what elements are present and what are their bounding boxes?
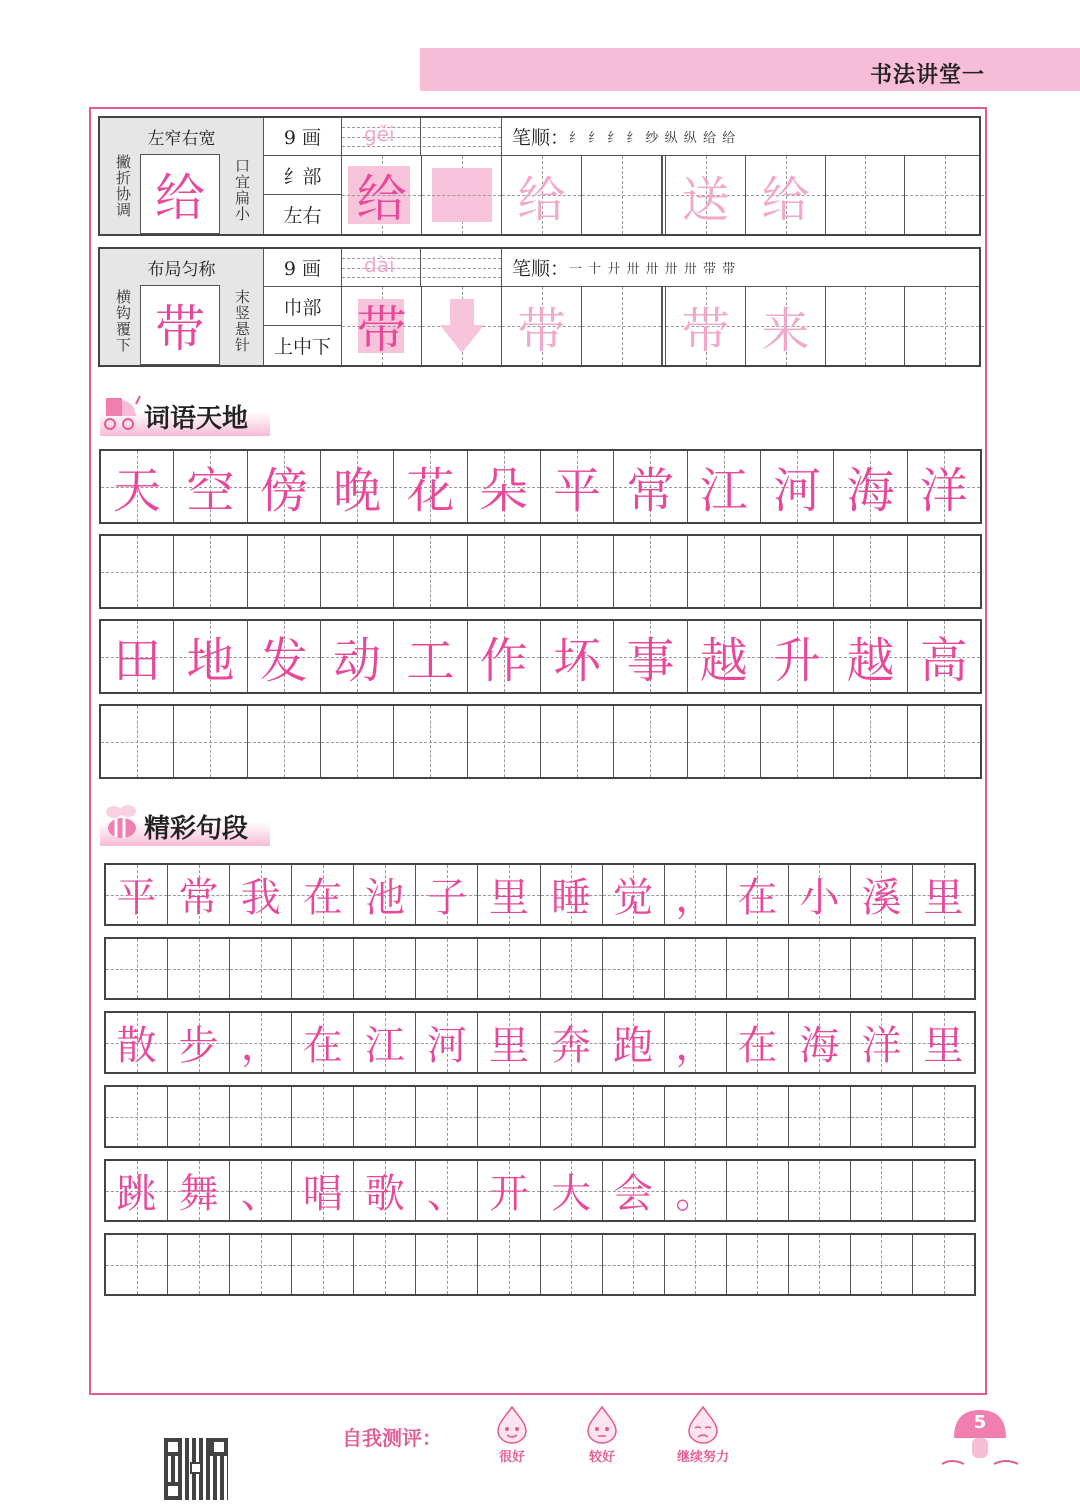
practice-cell[interactable] <box>665 1087 727 1146</box>
grid-char: 跑 <box>613 1023 654 1069</box>
stroke-order-label: 笔顺： <box>512 127 570 149</box>
char-cell[interactable] <box>908 621 980 692</box>
practice-cell[interactable] <box>541 1235 603 1294</box>
words-practice-row-2 <box>99 704 982 779</box>
char-cell[interactable] <box>541 865 603 924</box>
stroke-order <box>502 118 979 156</box>
char-cell[interactable] <box>727 1013 789 1072</box>
char-cell[interactable] <box>468 451 541 522</box>
char-cell[interactable] <box>688 451 761 522</box>
practice-cell[interactable] <box>354 1235 416 1294</box>
grid-char: 、 <box>240 1171 281 1217</box>
rating-label: 较好 <box>588 1450 615 1465</box>
layout-hint: 布局匀称 <box>147 260 216 280</box>
page-number: 5 <box>973 1412 987 1433</box>
char-cell[interactable] <box>614 621 687 692</box>
char-block-1 <box>98 116 981 236</box>
grid-char: 开 <box>489 1171 529 1217</box>
char-cell[interactable] <box>851 865 913 924</box>
stroke-order-sequence: 纟 纟 纟 纟 纱 纵 纵 给 给 <box>569 131 737 146</box>
practice-cell[interactable] <box>101 536 174 607</box>
practice-cell[interactable] <box>248 706 321 777</box>
practice-cell[interactable] <box>168 1087 230 1146</box>
words-section-header <box>100 392 270 436</box>
grid-char: 子 <box>426 875 467 921</box>
practice-cell[interactable] <box>394 706 467 777</box>
char-cell[interactable] <box>789 865 851 924</box>
grid-char: 海 <box>846 463 895 519</box>
char-cell[interactable] <box>168 1013 230 1072</box>
char-cell[interactable] <box>834 451 907 522</box>
trace-char: 给 <box>356 170 407 228</box>
grid-char: 步 <box>178 1023 219 1069</box>
practice-cell[interactable] <box>354 1087 416 1146</box>
practice-cell[interactable] <box>851 939 913 998</box>
word-cell-1[interactable] <box>666 287 746 365</box>
char-cell[interactable] <box>416 1013 478 1072</box>
char-cell[interactable] <box>174 621 247 692</box>
practice-cell[interactable] <box>603 939 665 998</box>
layout-hint: 左窄右宽 <box>147 129 216 149</box>
practice-cell[interactable] <box>478 939 540 998</box>
char-cell[interactable] <box>230 1161 292 1220</box>
words-row-1 <box>99 449 982 524</box>
model-char: 给 <box>155 169 205 227</box>
stroke-count: 9 画 <box>264 249 342 287</box>
bee-icon <box>100 802 144 842</box>
practice-cell[interactable] <box>614 536 687 607</box>
practice-cell[interactable] <box>603 1087 665 1146</box>
sentence-practice-row-1 <box>104 937 976 1000</box>
grid-char: 平 <box>116 875 157 921</box>
grid-char: 溪 <box>861 875 902 921</box>
stroke-highlight-icon <box>438 297 486 355</box>
trace-char: 带 <box>356 301 407 359</box>
grid-char: 大 <box>551 1171 592 1217</box>
practice-cell[interactable] <box>826 156 905 234</box>
practice-cell[interactable] <box>688 706 761 777</box>
words-practice-row-1 <box>99 534 982 609</box>
info-panel <box>100 118 264 234</box>
char-cell[interactable] <box>354 1161 416 1220</box>
practice-cell[interactable] <box>614 706 687 777</box>
sentence-row-1 <box>104 863 976 926</box>
practice-cell[interactable] <box>541 536 614 607</box>
practice-cell[interactable] <box>905 156 984 234</box>
grid-char: 觉 <box>613 875 654 921</box>
practice-cell[interactable] <box>168 1235 230 1294</box>
grid-char: ， <box>675 1023 716 1069</box>
sad-drop-icon <box>683 1404 723 1444</box>
practice-cell[interactable] <box>168 939 230 998</box>
grid-char: 高 <box>919 633 968 689</box>
char-cell[interactable] <box>541 451 614 522</box>
char-cell[interactable] <box>834 621 907 692</box>
trace-cell-2[interactable] <box>422 287 502 365</box>
model-char: 带 <box>155 300 205 358</box>
char-cell[interactable] <box>688 621 761 692</box>
char-cell[interactable] <box>248 621 321 692</box>
rating-label: 继续努力 <box>676 1450 729 1465</box>
practice-cell[interactable] <box>541 706 614 777</box>
grid-char: 常 <box>626 463 675 519</box>
char-cell[interactable] <box>248 451 321 522</box>
char-cell[interactable] <box>541 1161 603 1220</box>
grid-char: 奔 <box>551 1023 592 1069</box>
char-cell[interactable] <box>168 865 230 924</box>
practice-cell[interactable] <box>603 1235 665 1294</box>
stroke-order-label: 笔顺： <box>512 258 570 280</box>
practice-cell[interactable] <box>826 287 905 365</box>
grid-char: 唱 <box>302 1171 343 1217</box>
practice-cell[interactable] <box>292 1087 354 1146</box>
pinyin: dài <box>364 253 395 277</box>
char-cell[interactable] <box>106 1161 168 1220</box>
sentence-section-title: 精彩句段 <box>144 814 249 844</box>
sentence-practice-row-2 <box>104 1085 976 1148</box>
practice-cell[interactable] <box>913 1087 974 1146</box>
grid-char: 地 <box>186 633 235 689</box>
grid-char: 升 <box>773 633 822 689</box>
char-cell[interactable] <box>168 1161 230 1220</box>
char-cell[interactable] <box>665 1013 727 1072</box>
char-cell[interactable] <box>614 451 687 522</box>
structure: 左右 <box>264 195 342 234</box>
grid-char: 在 <box>302 875 343 921</box>
grid-char: ， <box>240 1023 281 1069</box>
qr-code <box>164 1438 228 1500</box>
radical: 巾部 <box>264 287 342 326</box>
stroke-count: 9 画 <box>264 118 342 156</box>
grid-char: 朵 <box>479 463 528 519</box>
practice-cell[interactable] <box>908 706 980 777</box>
happy-drop-icon <box>492 1404 532 1444</box>
side-hint-left: 横钩覆下 <box>114 289 132 353</box>
practice-cell[interactable] <box>851 1087 913 1146</box>
char-cell[interactable] <box>665 1161 727 1220</box>
trace-cell-3[interactable] <box>502 156 582 234</box>
practice-cell[interactable] <box>789 1087 851 1146</box>
practice-cell[interactable] <box>665 1235 727 1294</box>
word-char: 带 <box>681 302 730 359</box>
char-cell[interactable] <box>321 451 394 522</box>
char-cell[interactable] <box>541 621 614 692</box>
rating-very-good[interactable] <box>490 1404 534 1465</box>
practice-cell[interactable] <box>913 939 974 998</box>
practice-cell[interactable] <box>292 939 354 998</box>
char-cell[interactable] <box>603 865 665 924</box>
practice-cell[interactable] <box>248 536 321 607</box>
word-cell-1[interactable] <box>666 156 746 234</box>
pinyin: gěi <box>364 122 395 146</box>
practice-cell[interactable] <box>727 1087 789 1146</box>
grid-char: 池 <box>364 875 405 921</box>
grid-char: 海 <box>799 1023 840 1069</box>
char-cell[interactable] <box>292 1161 354 1220</box>
practice-cell[interactable] <box>101 706 174 777</box>
char-cell[interactable] <box>665 865 727 924</box>
char-cell[interactable] <box>851 1161 913 1220</box>
stroller-icon <box>100 392 144 432</box>
char-cell[interactable] <box>468 621 541 692</box>
char-cell[interactable] <box>394 451 467 522</box>
side-hint-right: 口宜扁小 <box>233 158 251 222</box>
rating-label: 很好 <box>498 1450 525 1465</box>
grid-char: 工 <box>406 633 455 689</box>
radical: 纟部 <box>264 156 342 195</box>
practice-cell[interactable] <box>913 1235 974 1294</box>
pinyin-box <box>342 249 502 287</box>
practice-cell[interactable] <box>174 706 247 777</box>
char-cell[interactable] <box>174 451 247 522</box>
char-cell[interactable] <box>416 1161 478 1220</box>
grid-char: 小 <box>799 875 840 921</box>
grid-char: ， <box>675 875 716 921</box>
char-cell[interactable] <box>321 621 394 692</box>
grid-char: 河 <box>426 1023 467 1069</box>
grid-char: 江 <box>699 463 748 519</box>
practice-cell[interactable] <box>106 939 168 998</box>
smile-drop-icon <box>582 1404 622 1444</box>
practice-cell[interactable] <box>321 706 394 777</box>
words-row-2 <box>99 619 982 694</box>
rating-keep-trying[interactable] <box>668 1404 738 1465</box>
char-cell[interactable] <box>478 865 540 924</box>
practice-cell[interactable] <box>908 536 980 607</box>
grid-char: 在 <box>737 875 778 921</box>
practice-cell[interactable] <box>582 287 662 365</box>
grid-char: 事 <box>626 633 675 689</box>
practice-cell[interactable] <box>834 706 907 777</box>
grid-char: 在 <box>302 1023 343 1069</box>
word-char: 来 <box>761 302 810 359</box>
practice-cell[interactable] <box>230 939 292 998</box>
char-cell[interactable] <box>761 451 834 522</box>
char-cell[interactable] <box>354 1013 416 1072</box>
practice-cell[interactable] <box>106 1087 168 1146</box>
practice-cell[interactable] <box>478 1235 540 1294</box>
stroke-highlight <box>432 168 492 222</box>
grid-char: 、 <box>426 1171 467 1217</box>
practice-cell[interactable] <box>292 1235 354 1294</box>
practice-cell[interactable] <box>106 1235 168 1294</box>
grid-char: 里 <box>923 1023 964 1069</box>
grid-char: 空 <box>186 463 235 519</box>
practice-cell[interactable] <box>789 1235 851 1294</box>
grid-char: 里 <box>923 875 964 921</box>
char-cell[interactable] <box>354 865 416 924</box>
char-cell[interactable] <box>106 1013 168 1072</box>
char-cell[interactable] <box>292 1013 354 1072</box>
grid-char: 动 <box>333 633 382 689</box>
grid-char: 睡 <box>551 875 592 921</box>
pinyin-box <box>342 118 502 156</box>
page-number-badge <box>940 1404 1020 1474</box>
char-cell[interactable] <box>913 865 974 924</box>
char-block-2 <box>98 247 981 367</box>
self-eval-label: 自我测评： <box>342 1426 442 1450</box>
sentence-section-header <box>100 802 270 846</box>
practice-cell[interactable] <box>416 1087 478 1146</box>
grid-char: 越 <box>846 633 895 689</box>
stroke-order <box>502 249 979 287</box>
grid-char: 。 <box>675 1171 716 1217</box>
char-cell[interactable] <box>727 1161 789 1220</box>
char-cell[interactable] <box>101 451 174 522</box>
stroke-order-sequence: 一 十 廾 卅 卅 卅 卅 带 带 <box>569 262 737 277</box>
trace-char-pale: 带 <box>517 302 566 359</box>
word-char: 送 <box>681 171 730 228</box>
header-title: 书法讲堂一 <box>869 63 985 88</box>
grid-char: 傍 <box>259 463 308 519</box>
grid-char: 田 <box>113 633 162 689</box>
char-cell[interactable] <box>478 1161 540 1220</box>
practice-cell[interactable] <box>541 1087 603 1146</box>
grid-char: 跳 <box>116 1171 157 1217</box>
trace-cell-1[interactable] <box>342 156 422 234</box>
char-cell[interactable] <box>789 1161 851 1220</box>
grid-char: 花 <box>406 463 455 519</box>
grid-char: 里 <box>489 875 529 921</box>
char-cell[interactable] <box>541 1013 603 1072</box>
char-cell[interactable] <box>761 621 834 692</box>
char-cell[interactable] <box>913 1013 974 1072</box>
trace-cell-2[interactable] <box>422 156 502 234</box>
grid-char: 我 <box>240 875 281 921</box>
practice-cell[interactable] <box>416 1235 478 1294</box>
char-cell[interactable] <box>603 1013 665 1072</box>
structure: 上中下 <box>264 326 342 365</box>
practice-cell[interactable] <box>541 939 603 998</box>
grid-char: 河 <box>773 463 822 519</box>
char-cell[interactable] <box>230 865 292 924</box>
char-cell[interactable] <box>478 1013 540 1072</box>
grid-char: 会 <box>613 1171 654 1217</box>
practice-cell[interactable] <box>230 1087 292 1146</box>
side-hint-left: 撇折协调 <box>114 154 132 218</box>
practice-cell[interactable] <box>834 536 907 607</box>
trace-cell-3[interactable] <box>502 287 582 365</box>
rating-good[interactable] <box>580 1404 624 1465</box>
grid-char: 在 <box>737 1023 778 1069</box>
char-cell[interactable] <box>230 1013 292 1072</box>
trace-cell-1[interactable] <box>342 287 422 365</box>
char-cell[interactable] <box>416 865 478 924</box>
practice-cell[interactable] <box>789 939 851 998</box>
word-cell-2[interactable] <box>746 156 826 234</box>
char-cell[interactable] <box>727 865 789 924</box>
practice-cell[interactable] <box>905 287 984 365</box>
practice-cell[interactable] <box>727 939 789 998</box>
grid-char: 舞 <box>178 1171 219 1217</box>
grid-char: 散 <box>116 1023 157 1069</box>
char-cell[interactable] <box>851 1013 913 1072</box>
practice-cell[interactable] <box>174 536 247 607</box>
header-bar <box>420 48 1080 91</box>
grid-char: 平 <box>553 463 602 519</box>
words-section-title: 词语天地 <box>144 404 249 434</box>
practice-cell[interactable] <box>761 706 834 777</box>
practice-cell[interactable] <box>394 536 467 607</box>
char-cell[interactable] <box>789 1013 851 1072</box>
grid-char: 洋 <box>861 1023 902 1069</box>
grid-char: 发 <box>259 633 308 689</box>
sentence-practice-row-3 <box>104 1233 976 1296</box>
grid-char: 晚 <box>333 463 382 519</box>
word-cell-2[interactable] <box>746 287 826 365</box>
grid-char: 天 <box>113 463 162 519</box>
practice-cell[interactable] <box>321 536 394 607</box>
practice-cell[interactable] <box>688 536 761 607</box>
practice-cell[interactable] <box>761 536 834 607</box>
practice-cell[interactable] <box>582 156 662 234</box>
char-cell[interactable] <box>908 451 980 522</box>
practice-cell[interactable] <box>468 536 541 607</box>
char-cell[interactable] <box>292 865 354 924</box>
char-cell[interactable] <box>101 621 174 692</box>
grid-char: 坏 <box>553 633 602 689</box>
word-char: 给 <box>761 171 810 228</box>
char-cell[interactable] <box>913 1161 974 1220</box>
practice-cell[interactable] <box>416 939 478 998</box>
trace-char-pale: 给 <box>517 171 566 228</box>
sentence-row-3 <box>104 1159 976 1222</box>
practice-cell[interactable] <box>665 939 727 998</box>
char-cell[interactable] <box>603 1161 665 1220</box>
info-panel <box>100 249 264 365</box>
char-cell[interactable] <box>106 865 168 924</box>
practice-cell[interactable] <box>727 1235 789 1294</box>
grid-char: 作 <box>479 633 528 689</box>
grid-char: 越 <box>699 633 748 689</box>
model-char-box <box>140 285 220 365</box>
grid-char: 歌 <box>364 1171 405 1217</box>
practice-cell[interactable] <box>468 706 541 777</box>
side-hint-right: 末竖悬针 <box>233 289 251 353</box>
practice-cell[interactable] <box>354 939 416 998</box>
grid-char: 江 <box>364 1023 405 1069</box>
grid-char: 里 <box>489 1023 529 1069</box>
char-cell[interactable] <box>394 621 467 692</box>
sentence-row-2 <box>104 1011 976 1074</box>
grid-char: 洋 <box>919 463 968 519</box>
model-char-box <box>140 154 220 234</box>
grid-char: 常 <box>178 875 219 921</box>
practice-cell[interactable] <box>478 1087 540 1146</box>
practice-cell[interactable] <box>851 1235 913 1294</box>
practice-cell[interactable] <box>230 1235 292 1294</box>
